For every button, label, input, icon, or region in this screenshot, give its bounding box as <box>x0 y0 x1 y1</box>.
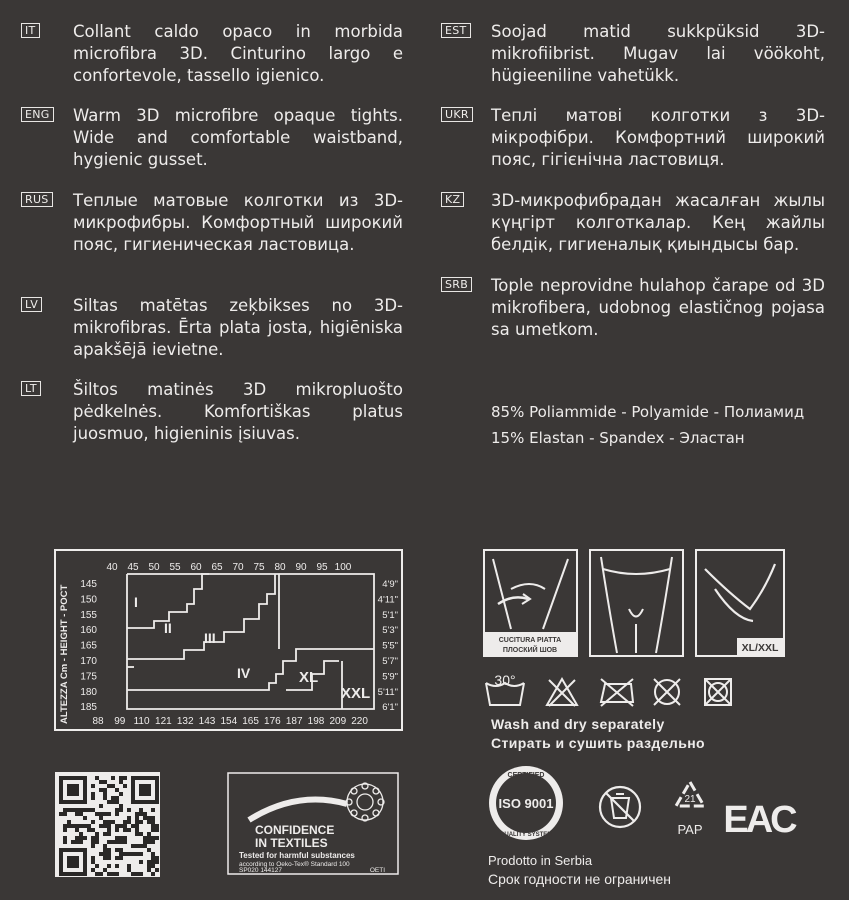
height-cm-160: 160 <box>80 625 97 637</box>
crossed-bin-icon <box>596 784 644 830</box>
iso-main-label: ISO 9001 <box>498 796 554 811</box>
large-size-pictogram <box>695 549 785 657</box>
iso-9001-badge <box>487 764 565 842</box>
lang-text-est: Soojad matid sukkpüksid 3D-mikrofiibrist. Mugav lai vöökoht, hügieeniline vahetükk. <box>491 22 825 85</box>
lang-text-lt: Šiltos matinės 3D mikropluošto pėdkelnės. Komfortiškas platus juosmuo, higieninis įsiuvas. <box>73 380 403 443</box>
size-chart-side-label: ALTEZZA Cm - HEIGHT - POCT <box>59 584 70 724</box>
lang-block-est <box>441 21 827 91</box>
weight-bottom-165: 165 <box>242 716 259 727</box>
made-in-label: Prodotto in Serbia <box>488 853 593 868</box>
flat-seam-label-ru: ПЛОСКИЙ ШОВ <box>502 647 558 654</box>
lang-tag-kz: KZ <box>441 192 464 207</box>
weight-top-50: 50 <box>148 562 160 573</box>
oeko-tex-flower-icon <box>346 783 384 821</box>
size-chart <box>54 549 404 731</box>
no-iron-icon <box>597 676 637 708</box>
lang-text-rus: Теплые матовые колготки из 3D-микрофибры. Комфортный широкий пояс, гигиеническая ластовица. <box>73 191 403 254</box>
height-cm-150: 150 <box>80 594 97 606</box>
recycle-label: PAP <box>677 822 703 837</box>
weights-top-row <box>106 562 351 573</box>
eac-mark-icon <box>723 792 795 841</box>
height-ft-5: 5'7" <box>382 656 398 667</box>
heights-cm-column <box>80 579 97 713</box>
height-ft-0: 4'9" <box>382 579 398 590</box>
size-label-i: I <box>134 594 138 610</box>
weight-top-80: 80 <box>274 562 286 573</box>
weight-top-55: 55 <box>169 562 181 573</box>
lang-block-lt <box>21 379 405 449</box>
oeko-line-3: Tested for harmful substances <box>239 851 355 860</box>
lang-block-rus <box>21 190 405 282</box>
lang-text-srb: Tople neprovidne hulahop čarape od 3D mikrofibera, udobnog elastičnog pojasa sa umetkom. <box>491 276 825 339</box>
weight-top-45: 45 <box>127 562 139 573</box>
no-dryclean-icon <box>651 676 683 708</box>
size-label-xxl: XXL <box>341 685 371 702</box>
height-ft-8: 6'1" <box>382 702 398 714</box>
lang-tag-eng: ENG <box>21 107 54 122</box>
eac-label: EAC <box>723 799 795 841</box>
weight-bottom-209: 209 <box>329 716 347 727</box>
wash-temp-label: 30° <box>494 672 516 688</box>
weight-bottom-110: 110 <box>133 716 150 727</box>
lang-text-lv: Siltas matētas zeķbikses no 3D-mikrofibras. Ērta plata josta, higiēniska apakšējā ievietne. <box>73 296 403 359</box>
lang-block-lv <box>21 295 405 365</box>
flat-seam-pictogram <box>483 549 578 657</box>
lang-tag-est: EST <box>441 23 471 38</box>
composition-polyamide: 85% Poliammide - Polyamide - Полиамид <box>491 403 805 421</box>
iso-bottom-label: QUALITY SYSTEM <box>499 832 553 838</box>
height-cm-145: 145 <box>80 579 97 590</box>
weight-top-70: 70 <box>232 562 244 573</box>
height-cm-185: 185 <box>80 702 97 714</box>
lang-tag-it: IT <box>21 23 40 38</box>
weight-top-40: 40 <box>106 562 118 573</box>
weight-bottom-220: 220 <box>351 716 368 727</box>
size-label-iv: IV <box>237 665 251 681</box>
qr-code <box>55 772 160 877</box>
lang-block-kz <box>441 190 827 260</box>
height-cm-175: 175 <box>80 671 97 683</box>
lang-block-ukr <box>441 105 827 175</box>
lang-text-ukr: Теплі матові колготки з 3D-мікрофібри. Комфортний широкий пояс, гігієнічна ластовиця. <box>491 106 825 169</box>
no-tumble-dry-icon <box>702 676 734 708</box>
weight-bottom-143: 143 <box>198 716 216 727</box>
lang-tag-lt: LT <box>21 381 41 396</box>
weight-bottom-198: 198 <box>307 716 325 727</box>
weight-top-95: 95 <box>316 562 328 573</box>
shelf-life-label: Срок годности не ограничен <box>488 871 672 887</box>
weight-top-75: 75 <box>253 562 265 573</box>
oeko-institute: OETI <box>369 867 385 874</box>
height-cm-170: 170 <box>80 656 97 667</box>
lang-tag-lv: LV <box>21 297 42 312</box>
height-ft-2: 5'1" <box>382 609 398 621</box>
oeko-tex-label <box>227 772 399 875</box>
size-label-ii: II <box>164 620 172 636</box>
wash-instruction-en: Wash and dry separately <box>491 716 665 732</box>
oeko-line-4: according to Oeko-Tex® Standard 100 <box>239 861 350 868</box>
recycle-icon <box>667 778 713 840</box>
recycle-number: 21 <box>684 794 696 805</box>
zone-line-2 <box>127 574 275 659</box>
flat-seam-label-it: CUCITURA PIATTA <box>498 637 562 644</box>
height-ft-4: 5'5" <box>382 640 398 652</box>
size-label-iii: III <box>204 630 216 646</box>
weight-bottom-176: 176 <box>264 716 281 727</box>
zone-line-7 <box>127 574 374 709</box>
lang-text-eng: Warm 3D microfibre opaque tights. Wide and comfortable waistband, hygienic gusset. <box>73 106 403 169</box>
no-bleach-icon <box>545 676 579 708</box>
lang-block-it <box>21 21 405 91</box>
height-cm-180: 180 <box>80 686 97 698</box>
oeko-line-1: CONFIDENCE <box>255 823 335 837</box>
waistband-pictogram <box>589 549 684 657</box>
lang-text-kz: 3D-микрофибрадан жасалған жылы күңгірт колготкалар. Кең жайлы белдік, гигиеналық қиындысы бар. <box>491 191 825 254</box>
oeko-code: SP020 144127 <box>239 867 283 874</box>
weight-top-65: 65 <box>211 562 223 573</box>
weight-bottom-132: 132 <box>176 716 194 727</box>
lang-block-eng <box>21 105 405 175</box>
lang-text-it: Collant caldo opaco in morbida microfibra 3D. Cinturino largo e confortevole, tassello igienico. <box>73 22 403 85</box>
height-cm-155: 155 <box>80 609 97 621</box>
weight-top-90: 90 <box>295 562 307 573</box>
height-ft-7: 5'11" <box>377 686 398 698</box>
weight-top-100: 100 <box>334 562 352 573</box>
composition-elastan: 15% Elastan - Spandex - Эластан <box>491 429 745 447</box>
lang-tag-ukr: UKR <box>441 107 473 122</box>
iso-top-label: CERTIFIED <box>507 772 545 779</box>
weight-bottom-88: 88 <box>92 716 104 727</box>
wash-instruction-ru: Стирать и сушить раздельно <box>491 735 706 751</box>
weight-bottom-121: 121 <box>155 716 172 727</box>
size-label-xl: XL <box>299 669 319 686</box>
height-ft-6: 5'9" <box>382 671 398 683</box>
height-ft-3: 5'3" <box>382 625 398 637</box>
weight-top-60: 60 <box>190 562 202 573</box>
height-cm-165: 165 <box>80 640 97 652</box>
wash-30-icon <box>484 672 526 709</box>
weight-bottom-187: 187 <box>285 716 303 727</box>
large-size-badge: XL/XXL <box>741 642 779 654</box>
weights-bottom-row <box>92 716 368 727</box>
weight-bottom-99: 99 <box>114 716 126 727</box>
heights-ft-column <box>378 579 398 713</box>
height-ft-1: 4'11" <box>377 594 398 606</box>
zone-line-4 <box>127 649 374 690</box>
lang-tag-rus: RUS <box>21 192 53 207</box>
oeko-line-2: IN TEXTILES <box>255 836 328 850</box>
weight-bottom-154: 154 <box>220 716 238 727</box>
lang-tag-srb: SRB <box>441 277 472 292</box>
lang-block-srb <box>441 275 827 345</box>
